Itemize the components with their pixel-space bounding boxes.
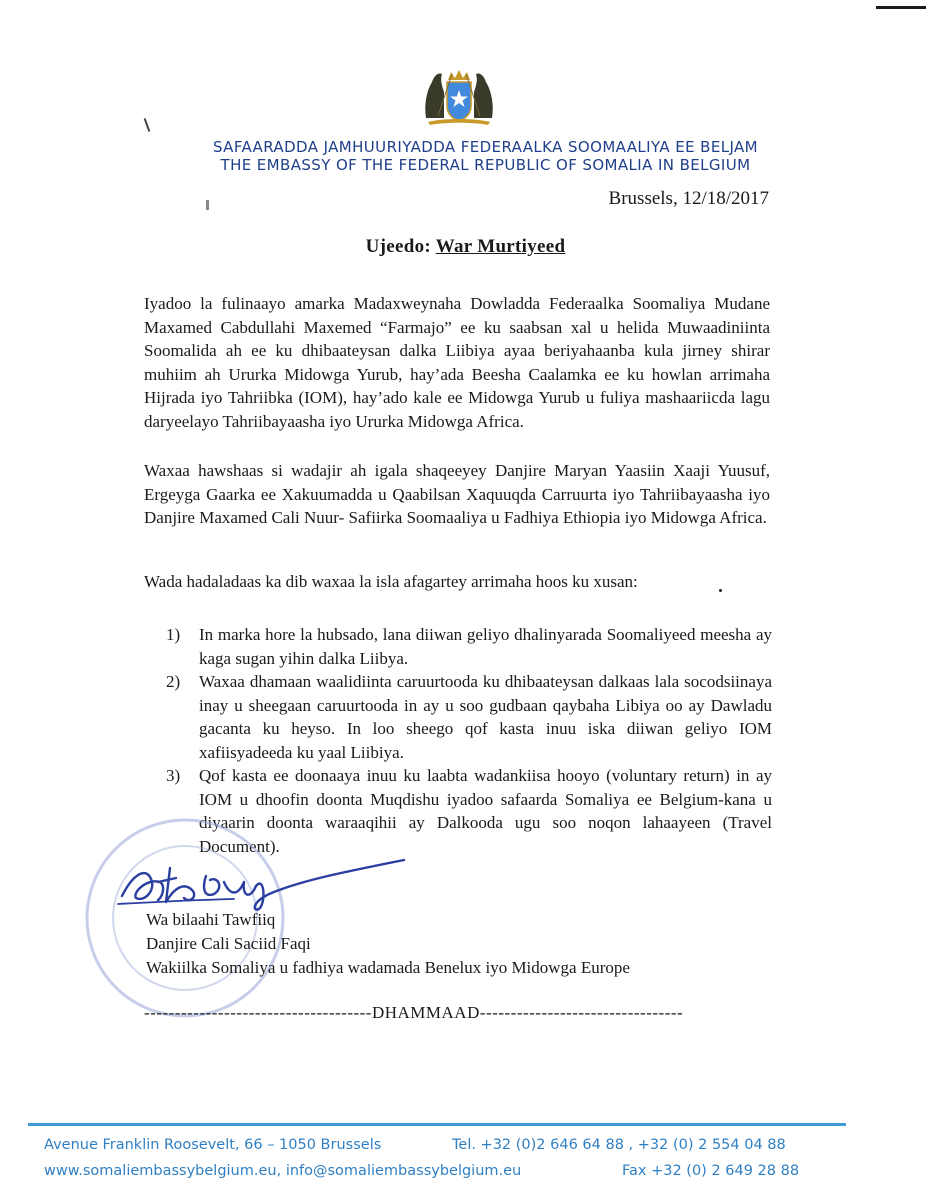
list-item-number: 2) [166,672,181,691]
subject-prefix: Ujeedo: [365,236,436,257]
list-item [166,670,772,764]
body-paragraph: Waxaa hawshaas si wadajir ah igala shaqeeyey Danjire Maryan Yaasiin Xaaji Yuusuf, Ergeyga Gaarka ee Xakuumadda u Qaabilsan Xaquuqda Carruurta iyo Tahriibayaasha iyo Danjire Maxamed Cali Nuur- Safiirka Soomaaliya u Fadhiya Ethiopia iyo Midowga Africa. [144,461,770,527]
list-item-number: 1) [166,625,181,644]
embassy-name-somali: SAFAARADDA JAMHUURIYADDA FEDERAALKA SOOMAALIYA EE BELJAM [212,138,759,156]
letter-date: Brussels, 12/18/2017 [608,188,769,209]
handwritten-signature-icon [114,852,414,914]
footer-address: Avenue Franklin Roosevelt, 66 – 1050 Brussels [44,1137,382,1153]
scan-edge-mark [876,6,926,9]
footer-phone: Tel. +32 (0)2 646 64 88 , +32 (0) 2 554 04 88 [452,1137,786,1153]
signatory-name: Danjire Cali Saciid Faqi [146,933,311,953]
closing-block [146,908,630,979]
list-item-text: Waxaa dhamaan waalidiinta caruurtooda ku dhibaateysan dalkaas lala socodsiinaya inay u sheegaan caruurtooda in ay u soo gudbaan qaybaha Libiya oo ay Dawladu gacanta ku heyso. In loo sheego qof kasta inuu iska diiwan geliyo IOM xafiisyadeeda ku yaal Liibiya. [199,672,772,762]
subject-title: War Murtiyeed [435,236,566,257]
end-marker: -------------------------------------DHAMMAAD--------------------------------- [144,1003,684,1022]
list-item [166,623,772,670]
somalia-coat-of-arms-icon [418,66,500,126]
closing-salutation: Wa bilaahi Tawfiiq [146,910,276,929]
list-item-number: 3) [166,766,181,785]
scan-mark [719,589,722,592]
body-paragraph: Wada hadaladaas ka dib waxaa la isla afagartey arrimaha hoos ku xusan: [144,572,638,591]
footer-fax: Fax +32 (0) 2 649 28 88 [622,1163,800,1179]
scan-mark [206,200,209,210]
embassy-name-english: THE EMBASSY OF THE FEDERAL REPUBLIC OF SOMALIA IN BELGIUM [220,156,751,174]
list-item-text: In marka hore la hubsado, lana diiwan geliyo dhalinyarada Soomaliyeed meesha ay kaga sugan yihin dalka Liibya. [199,625,772,668]
body-paragraph: Iyadoo la fulinaayo amarka Madaxweynaha Dowladda Federaalka Soomaliya Mudane Maxamed Cabdullahi Maxemed “Farmajo” ee ku saabsan xal u helida Muwaadiniinta Soomalida ah ee ku dhibaateysan dalka Liibiya ayaa beriyahaanba kula jirney shirar muhiim ah Ururka Midowga Yurub, hay’ada Beesha Caalamka ee ku howlan arrimaha Hijrada iyo Tahriibka (IOM), hay’ado kale ee Midowga Yurub u fuliya mashaariicda lagu daryeelayo Tahriibayaasha iyo Ururka Midowga Africa. [144,294,770,431]
list-item-text: Qof kasta ee doonaaya inuu ku laabta wadankiisa hooyo (voluntary return) in ay IOM u dhoofin doonta Muqdishu iyadoo safaarda Somaliya ee Belgium-kana u diyaarin doonta waraaqihii ay Dalkooda ugu soo noqon lahaayeen (Travel Document). [199,766,772,856]
footer-website-email: www.somaliembassybelgium.eu, info@somaliembassybelgium.eu [44,1163,522,1179]
footer-divider [28,1123,846,1126]
signatory-title: Wakiilka Somaliya u fadhiya wadamada Benelux iyo Midowga Europe [146,957,630,977]
subject-line [0,236,931,258]
scan-mark [144,118,151,132]
